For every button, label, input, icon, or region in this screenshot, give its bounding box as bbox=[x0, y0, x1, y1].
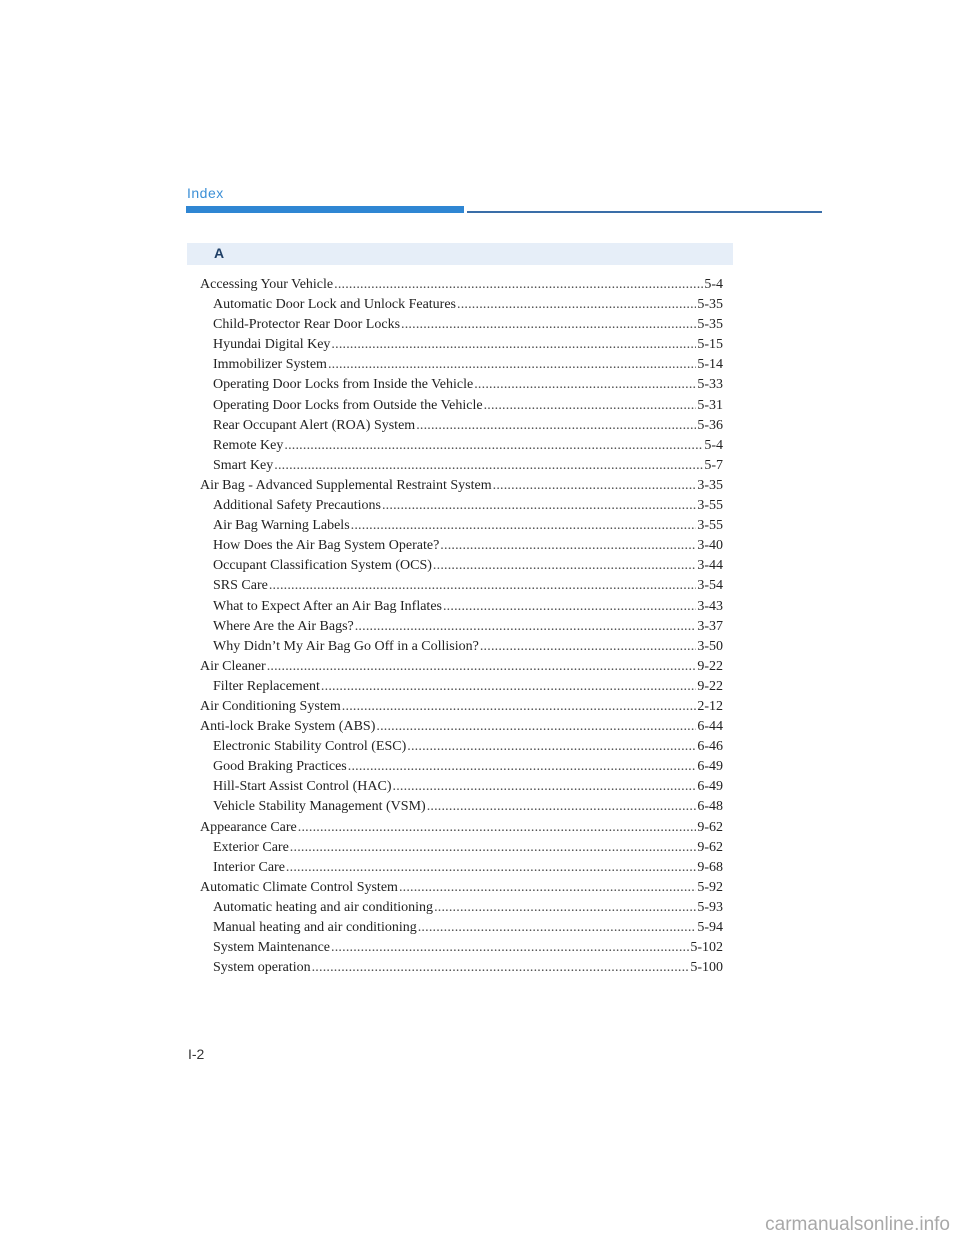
dot-leader bbox=[443, 597, 696, 617]
index-entry bbox=[200, 275, 723, 295]
dot-leader bbox=[484, 396, 697, 416]
entry-label: Where Are the Air Bags? bbox=[213, 618, 354, 634]
entry-label: Vehicle Stability Management (VSM) bbox=[213, 799, 426, 815]
dot-leader bbox=[393, 777, 697, 797]
dot-leader bbox=[480, 637, 696, 657]
entry-label: Why Didn’t My Air Bag Go Off in a Collision? bbox=[213, 638, 479, 654]
dot-leader bbox=[474, 375, 696, 395]
entry-page-ref: 5-31 bbox=[697, 397, 723, 413]
index-subentry bbox=[200, 777, 723, 797]
dot-leader bbox=[328, 355, 696, 375]
entry-label: System Maintenance bbox=[213, 940, 331, 956]
entry-label: Hyundai Digital Key bbox=[213, 337, 331, 353]
entry-page-ref: 5-102 bbox=[690, 940, 723, 956]
index-subentry bbox=[200, 938, 723, 958]
entry-page-ref: 3-35 bbox=[697, 477, 723, 493]
entry-label: Automatic heating and air conditioning bbox=[213, 899, 434, 915]
dot-leader bbox=[399, 878, 696, 898]
entry-label: Child-Protector Rear Door Locks bbox=[213, 317, 401, 333]
index-subentry bbox=[200, 335, 723, 355]
dot-leader bbox=[416, 416, 696, 436]
watermark-text: carmanualsonline.info bbox=[765, 1214, 950, 1235]
index-entry bbox=[200, 657, 723, 677]
index-entry bbox=[200, 476, 723, 496]
dot-leader bbox=[274, 456, 703, 476]
dot-leader bbox=[493, 476, 697, 496]
entry-page-ref: 3-54 bbox=[697, 578, 723, 594]
dot-leader bbox=[342, 697, 697, 717]
entry-label: Exterior Care bbox=[213, 839, 289, 855]
page-number: I-2 bbox=[188, 1046, 205, 1062]
entry-page-ref: 6-48 bbox=[697, 799, 723, 815]
entry-label: Occupant Classification System (OCS) bbox=[213, 558, 432, 574]
dot-leader bbox=[321, 677, 696, 697]
entry-label: Accessing Your Vehicle bbox=[200, 277, 334, 292]
dot-leader bbox=[440, 536, 696, 556]
entry-label: Operating Door Locks from Outside the Vehicle bbox=[213, 397, 483, 413]
entry-label: Manual heating and air conditioning bbox=[213, 920, 417, 935]
index-subentry bbox=[200, 797, 723, 817]
dot-leader bbox=[427, 797, 697, 817]
entry-label: Interior Care bbox=[213, 859, 285, 875]
entry-page-ref: 5-4 bbox=[704, 437, 723, 453]
index-letter-bar bbox=[187, 243, 733, 265]
entry-label: Electronic Stability Control (ESC) bbox=[213, 739, 407, 755]
entry-page-ref: 5-92 bbox=[697, 879, 723, 895]
index-subentry bbox=[200, 958, 723, 978]
index-subentry bbox=[200, 918, 723, 938]
dot-leader bbox=[331, 938, 689, 958]
entry-page-ref: 3-50 bbox=[697, 638, 723, 654]
index-entry bbox=[200, 818, 723, 838]
entry-label: Air Cleaner bbox=[200, 658, 266, 674]
index-subentry bbox=[200, 617, 723, 637]
index-subentry bbox=[200, 898, 723, 918]
index-subentry bbox=[200, 637, 723, 657]
dot-leader bbox=[269, 576, 696, 596]
index-subentry bbox=[200, 396, 723, 416]
dot-leader bbox=[312, 958, 690, 978]
dot-leader bbox=[433, 556, 696, 576]
index-subentry bbox=[200, 375, 723, 395]
entry-label: System operation bbox=[213, 960, 311, 976]
index-subentry bbox=[200, 536, 723, 556]
entry-label: Automatic Door Lock and Unlock Features bbox=[213, 297, 456, 313]
entry-label: Filter Replacement bbox=[213, 678, 320, 694]
entry-label: Rear Occupant Alert (ROA) System bbox=[213, 417, 416, 433]
entry-page-ref: 6-49 bbox=[697, 759, 723, 775]
entry-page-ref: 9-22 bbox=[697, 678, 723, 694]
entry-label: Anti-lock Brake System (ABS) bbox=[200, 719, 376, 735]
entry-page-ref: 6-44 bbox=[697, 719, 723, 735]
entry-label: SRS Care bbox=[213, 578, 268, 594]
dot-leader bbox=[434, 898, 696, 918]
entry-label: Air Bag - Advanced Supplemental Restraint System bbox=[200, 477, 492, 493]
index-subentry bbox=[200, 737, 723, 757]
entry-label: What to Expect After an Air Bag Inflates bbox=[213, 598, 442, 614]
index-subentry bbox=[200, 355, 723, 375]
entry-label: Operating Door Locks from Inside the Vehicle bbox=[213, 377, 474, 393]
entry-page-ref: 3-55 bbox=[697, 498, 723, 514]
entry-page-ref: 5-94 bbox=[697, 920, 723, 935]
index-subentry bbox=[200, 416, 723, 436]
index-entry bbox=[200, 717, 723, 737]
entry-page-ref: 9-62 bbox=[697, 819, 723, 835]
dot-leader bbox=[348, 757, 697, 777]
entry-label: Remote Key bbox=[213, 437, 284, 453]
entry-page-ref: 5-100 bbox=[690, 960, 723, 976]
dot-leader bbox=[284, 436, 703, 456]
entry-page-ref: 9-22 bbox=[697, 658, 723, 674]
index-subentry bbox=[200, 677, 723, 697]
entry-label: Hill-Start Assist Control (HAC) bbox=[213, 779, 392, 795]
dot-leader bbox=[334, 275, 703, 295]
index-subentry bbox=[200, 858, 723, 878]
index-subentry bbox=[200, 496, 723, 516]
index-subentry bbox=[200, 516, 723, 536]
entry-label: Immobilizer System bbox=[213, 357, 327, 373]
index-subentry bbox=[200, 456, 723, 476]
dot-leader bbox=[407, 737, 696, 757]
index-letter: A bbox=[214, 245, 225, 261]
entry-page-ref: 3-55 bbox=[697, 518, 723, 534]
header-rule-thick bbox=[186, 206, 464, 213]
dot-leader bbox=[290, 838, 697, 858]
entry-label: Good Braking Practices bbox=[213, 759, 347, 775]
entry-label: Additional Safety Precautions bbox=[213, 498, 381, 514]
index-subentry bbox=[200, 556, 723, 576]
entry-page-ref: 5-35 bbox=[697, 297, 723, 313]
dot-leader bbox=[355, 617, 697, 637]
dot-leader bbox=[376, 717, 696, 737]
entry-label: Smart Key bbox=[213, 457, 274, 473]
entry-page-ref: 5-14 bbox=[697, 357, 723, 373]
index-subentry bbox=[200, 295, 723, 315]
dot-leader bbox=[382, 496, 696, 516]
entry-page-ref: 5-7 bbox=[704, 457, 723, 473]
dot-leader bbox=[457, 295, 696, 315]
index-subentry bbox=[200, 576, 723, 596]
dot-leader bbox=[286, 858, 696, 878]
entry-page-ref: 5-35 bbox=[697, 317, 723, 333]
entry-label: How Does the Air Bag System Operate? bbox=[213, 538, 440, 554]
index-entry bbox=[200, 697, 723, 717]
entry-label: Air Conditioning System bbox=[200, 698, 341, 714]
entry-page-ref: 9-62 bbox=[697, 839, 723, 855]
dot-leader bbox=[401, 315, 696, 335]
entry-page-ref: 5-93 bbox=[697, 899, 723, 915]
index-list bbox=[200, 275, 723, 978]
index-entry bbox=[200, 878, 723, 898]
entry-page-ref: 3-37 bbox=[697, 618, 723, 634]
entry-page-ref: 3-43 bbox=[697, 598, 723, 614]
entry-page-ref: 5-33 bbox=[697, 377, 723, 393]
entry-page-ref: 3-44 bbox=[697, 558, 723, 574]
entry-label: Automatic Climate Control System bbox=[200, 879, 398, 895]
dot-leader bbox=[418, 918, 697, 938]
header-rule-thin bbox=[467, 211, 822, 213]
index-subentry bbox=[200, 757, 723, 777]
entry-page-ref: 5-4 bbox=[704, 277, 723, 292]
index-subentry bbox=[200, 315, 723, 335]
entry-page-ref: 5-15 bbox=[697, 337, 723, 353]
entry-page-ref: 2-12 bbox=[697, 698, 723, 714]
entry-page-ref: 6-49 bbox=[697, 779, 723, 795]
index-subentry bbox=[200, 436, 723, 456]
dot-leader bbox=[267, 657, 697, 677]
entry-page-ref: 6-46 bbox=[697, 739, 723, 755]
section-header-label: Index bbox=[187, 185, 224, 201]
entry-page-ref: 3-40 bbox=[697, 538, 723, 554]
entry-page-ref: 9-68 bbox=[697, 859, 723, 875]
dot-leader bbox=[298, 818, 697, 838]
entry-label: Air Bag Warning Labels bbox=[213, 518, 350, 534]
entry-page-ref: 5-36 bbox=[697, 417, 723, 433]
dot-leader bbox=[331, 335, 696, 355]
index-subentry bbox=[200, 597, 723, 617]
entry-label: Appearance Care bbox=[200, 819, 297, 835]
index-subentry bbox=[200, 838, 723, 858]
dot-leader bbox=[351, 516, 697, 536]
